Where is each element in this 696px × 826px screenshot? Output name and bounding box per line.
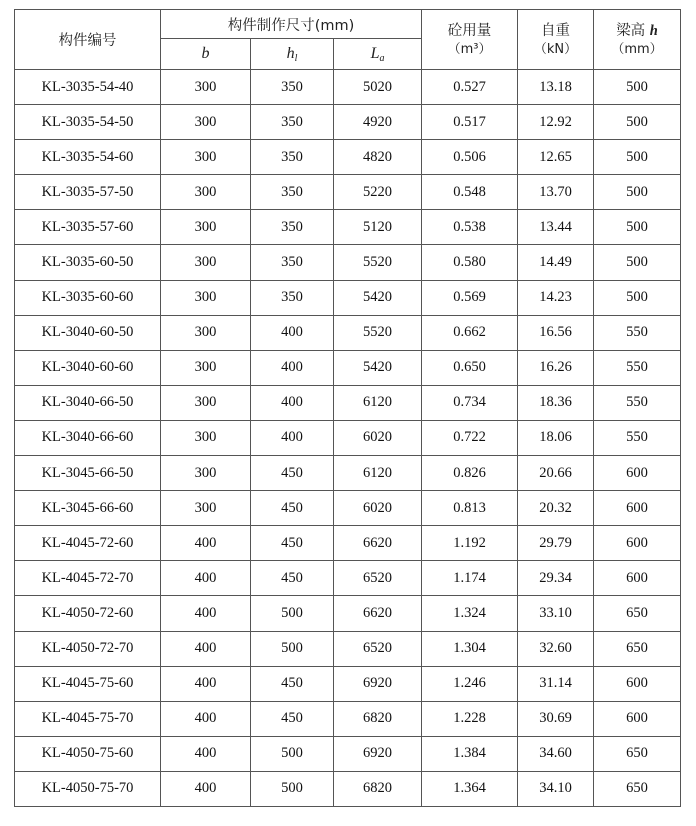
cell-length-la: 6620	[334, 596, 422, 631]
cell-concrete-volume: 1.324	[422, 596, 518, 631]
table-row	[15, 666, 681, 701]
cell-length-la: 6120	[334, 385, 422, 420]
cell-self-weight: 12.65	[518, 140, 594, 175]
cell-component-id: KL-3040-66-50	[15, 385, 161, 420]
table-row	[15, 105, 681, 140]
table-row	[15, 210, 681, 245]
cell-concrete-volume: 0.722	[422, 420, 518, 455]
weight-label: 自重	[541, 23, 571, 39]
cell-width-b: 400	[161, 736, 251, 771]
cell-component-id: KL-3035-57-50	[15, 175, 161, 210]
cell-component-id: KL-4045-75-60	[15, 666, 161, 701]
header-beam-height	[594, 10, 681, 70]
cell-length-la: 6920	[334, 666, 422, 701]
cell-beam-height: 650	[594, 736, 681, 771]
cell-self-weight: 13.18	[518, 70, 594, 105]
table-row	[15, 771, 681, 806]
cell-concrete-volume: 0.662	[422, 315, 518, 350]
cell-component-id: KL-4050-75-70	[15, 771, 161, 806]
cell-concrete-volume: 1.246	[422, 666, 518, 701]
cell-component-id: KL-3035-60-50	[15, 245, 161, 280]
cell-width-b: 300	[161, 210, 251, 245]
cell-length-la: 6020	[334, 420, 422, 455]
cell-beam-height: 500	[594, 140, 681, 175]
table-row	[15, 526, 681, 561]
cell-beam-height: 600	[594, 491, 681, 526]
cell-component-id: KL-4045-72-60	[15, 526, 161, 561]
cell-self-weight: 16.26	[518, 350, 594, 385]
cell-width-b: 400	[161, 701, 251, 736]
cell-height-hl: 400	[251, 350, 334, 385]
cell-width-b: 300	[161, 315, 251, 350]
cell-component-id: KL-3045-66-60	[15, 491, 161, 526]
cell-length-la: 6620	[334, 526, 422, 561]
cell-self-weight: 33.10	[518, 596, 594, 631]
cell-width-b: 300	[161, 105, 251, 140]
table-row	[15, 736, 681, 771]
cell-height-hl: 500	[251, 736, 334, 771]
cell-component-id: KL-3040-66-60	[15, 420, 161, 455]
concrete-label: 砼用量	[447, 23, 492, 39]
cell-height-hl: 450	[251, 526, 334, 561]
cell-length-la: 6020	[334, 491, 422, 526]
concrete-unit: （m³）	[447, 42, 492, 57]
cell-height-hl: 500	[251, 631, 334, 666]
cell-height-hl: 350	[251, 175, 334, 210]
cell-height-hl: 450	[251, 491, 334, 526]
cell-beam-height: 650	[594, 596, 681, 631]
cell-component-id: KL-3035-54-60	[15, 140, 161, 175]
cell-component-id: KL-3035-57-60	[15, 210, 161, 245]
cell-length-la: 5520	[334, 315, 422, 350]
cell-height-hl: 450	[251, 701, 334, 736]
cell-self-weight: 13.70	[518, 175, 594, 210]
cell-height-hl: 450	[251, 561, 334, 596]
cell-concrete-volume: 0.517	[422, 105, 518, 140]
cell-component-id: KL-4045-72-70	[15, 561, 161, 596]
beam-spec-table	[14, 9, 681, 807]
cell-width-b: 400	[161, 666, 251, 701]
table-row	[15, 70, 681, 105]
header-concrete-volume	[422, 10, 518, 70]
cell-length-la: 4820	[334, 140, 422, 175]
cell-width-b: 400	[161, 631, 251, 666]
table-row	[15, 631, 681, 666]
cell-height-hl: 400	[251, 315, 334, 350]
cell-beam-height: 650	[594, 631, 681, 666]
cell-concrete-volume: 0.569	[422, 280, 518, 315]
table-row	[15, 456, 681, 491]
cell-concrete-volume: 0.527	[422, 70, 518, 105]
cell-beam-height: 500	[594, 245, 681, 280]
cell-length-la: 6520	[334, 561, 422, 596]
cell-component-id: KL-3040-60-60	[15, 350, 161, 385]
cell-length-la: 5420	[334, 280, 422, 315]
cell-concrete-volume: 0.548	[422, 175, 518, 210]
cell-concrete-volume: 0.813	[422, 491, 518, 526]
cell-length-la: 5220	[334, 175, 422, 210]
cell-self-weight: 13.44	[518, 210, 594, 245]
cell-beam-height: 550	[594, 385, 681, 420]
cell-concrete-volume: 0.734	[422, 385, 518, 420]
cell-length-la: 5520	[334, 245, 422, 280]
cell-component-id: KL-4045-75-70	[15, 701, 161, 736]
cell-beam-height: 550	[594, 420, 681, 455]
cell-width-b: 300	[161, 491, 251, 526]
cell-beam-height: 600	[594, 456, 681, 491]
cell-length-la: 6820	[334, 701, 422, 736]
cell-component-id: KL-3035-60-60	[15, 280, 161, 315]
cell-width-b: 300	[161, 420, 251, 455]
table-row	[15, 385, 681, 420]
cell-height-hl: 400	[251, 420, 334, 455]
cell-component-id: KL-4050-75-60	[15, 736, 161, 771]
cell-height-hl: 350	[251, 140, 334, 175]
cell-self-weight: 29.34	[518, 561, 594, 596]
cell-length-la: 6820	[334, 771, 422, 806]
cell-beam-height: 550	[594, 350, 681, 385]
cell-self-weight: 20.32	[518, 491, 594, 526]
cell-height-hl: 400	[251, 385, 334, 420]
header-b: b	[161, 39, 251, 70]
cell-height-hl: 450	[251, 456, 334, 491]
cell-self-weight: 34.10	[518, 771, 594, 806]
cell-length-la: 6520	[334, 631, 422, 666]
cell-concrete-volume: 1.364	[422, 771, 518, 806]
cell-height-hl: 350	[251, 245, 334, 280]
header-dimensions-group: 构件制作尺寸(mm)	[161, 10, 422, 39]
cell-length-la: 6120	[334, 456, 422, 491]
cell-concrete-volume: 1.228	[422, 701, 518, 736]
cell-concrete-volume: 1.304	[422, 631, 518, 666]
cell-concrete-volume: 0.650	[422, 350, 518, 385]
cell-height-hl: 500	[251, 771, 334, 806]
cell-concrete-volume: 1.192	[422, 526, 518, 561]
table-row	[15, 175, 681, 210]
header-hl: $h_l$	[251, 39, 334, 70]
cell-length-la: 5420	[334, 350, 422, 385]
cell-length-la: 5120	[334, 210, 422, 245]
cell-width-b: 400	[161, 526, 251, 561]
cell-concrete-volume: 1.384	[422, 736, 518, 771]
cell-length-la: 6920	[334, 736, 422, 771]
table-row	[15, 140, 681, 175]
table-row	[15, 491, 681, 526]
cell-self-weight: 12.92	[518, 105, 594, 140]
cell-height-hl: 350	[251, 280, 334, 315]
cell-beam-height: 600	[594, 666, 681, 701]
table-row	[15, 596, 681, 631]
cell-component-id: KL-3040-60-50	[15, 315, 161, 350]
cell-width-b: 300	[161, 175, 251, 210]
cell-beam-height: 500	[594, 175, 681, 210]
cell-height-hl: 350	[251, 70, 334, 105]
cell-component-id: KL-3035-54-50	[15, 105, 161, 140]
cell-component-id: KL-4050-72-60	[15, 596, 161, 631]
cell-self-weight: 18.36	[518, 385, 594, 420]
cell-beam-height: 600	[594, 561, 681, 596]
cell-beam-height: 550	[594, 315, 681, 350]
cell-width-b: 300	[161, 385, 251, 420]
cell-beam-height: 600	[594, 701, 681, 736]
cell-component-id: KL-4050-72-70	[15, 631, 161, 666]
height-label: 梁高	[616, 23, 650, 39]
cell-concrete-volume: 0.538	[422, 210, 518, 245]
cell-width-b: 400	[161, 596, 251, 631]
height-unit: （mm）	[611, 42, 663, 57]
cell-width-b: 300	[161, 350, 251, 385]
cell-length-la: 4920	[334, 105, 422, 140]
weight-unit: （kN）	[533, 42, 578, 57]
table-row	[15, 315, 681, 350]
cell-self-weight: 30.69	[518, 701, 594, 736]
cell-self-weight: 20.66	[518, 456, 594, 491]
cell-beam-height: 500	[594, 210, 681, 245]
cell-length-la: 5020	[334, 70, 422, 105]
header-component-id: 构件编号	[15, 10, 161, 70]
height-symbol: h	[649, 23, 658, 39]
cell-height-hl: 350	[251, 210, 334, 245]
cell-self-weight: 16.56	[518, 315, 594, 350]
cell-concrete-volume: 0.506	[422, 140, 518, 175]
cell-width-b: 300	[161, 140, 251, 175]
table-row	[15, 420, 681, 455]
cell-beam-height: 500	[594, 105, 681, 140]
table-row	[15, 280, 681, 315]
cell-self-weight: 29.79	[518, 526, 594, 561]
table-row	[15, 350, 681, 385]
cell-self-weight: 31.14	[518, 666, 594, 701]
cell-concrete-volume: 0.580	[422, 245, 518, 280]
cell-self-weight: 18.06	[518, 420, 594, 455]
cell-width-b: 300	[161, 70, 251, 105]
table-row	[15, 561, 681, 596]
cell-height-hl: 500	[251, 596, 334, 631]
cell-concrete-volume: 1.174	[422, 561, 518, 596]
cell-height-hl: 450	[251, 666, 334, 701]
cell-beam-height: 600	[594, 526, 681, 561]
cell-height-hl: 350	[251, 105, 334, 140]
cell-beam-height: 650	[594, 771, 681, 806]
cell-concrete-volume: 0.826	[422, 456, 518, 491]
cell-width-b: 300	[161, 456, 251, 491]
header-self-weight	[518, 10, 594, 70]
cell-self-weight: 32.60	[518, 631, 594, 666]
cell-width-b: 400	[161, 771, 251, 806]
cell-self-weight: 14.49	[518, 245, 594, 280]
cell-self-weight: 34.60	[518, 736, 594, 771]
table-body	[15, 70, 681, 807]
cell-beam-height: 500	[594, 280, 681, 315]
table-row	[15, 245, 681, 280]
cell-width-b: 300	[161, 280, 251, 315]
table-row	[15, 701, 681, 736]
header-la: $L_a$	[334, 39, 422, 70]
cell-self-weight: 14.23	[518, 280, 594, 315]
cell-beam-height: 500	[594, 70, 681, 105]
cell-width-b: 300	[161, 245, 251, 280]
cell-component-id: KL-3035-54-40	[15, 70, 161, 105]
cell-component-id: KL-3045-66-50	[15, 456, 161, 491]
cell-width-b: 400	[161, 561, 251, 596]
